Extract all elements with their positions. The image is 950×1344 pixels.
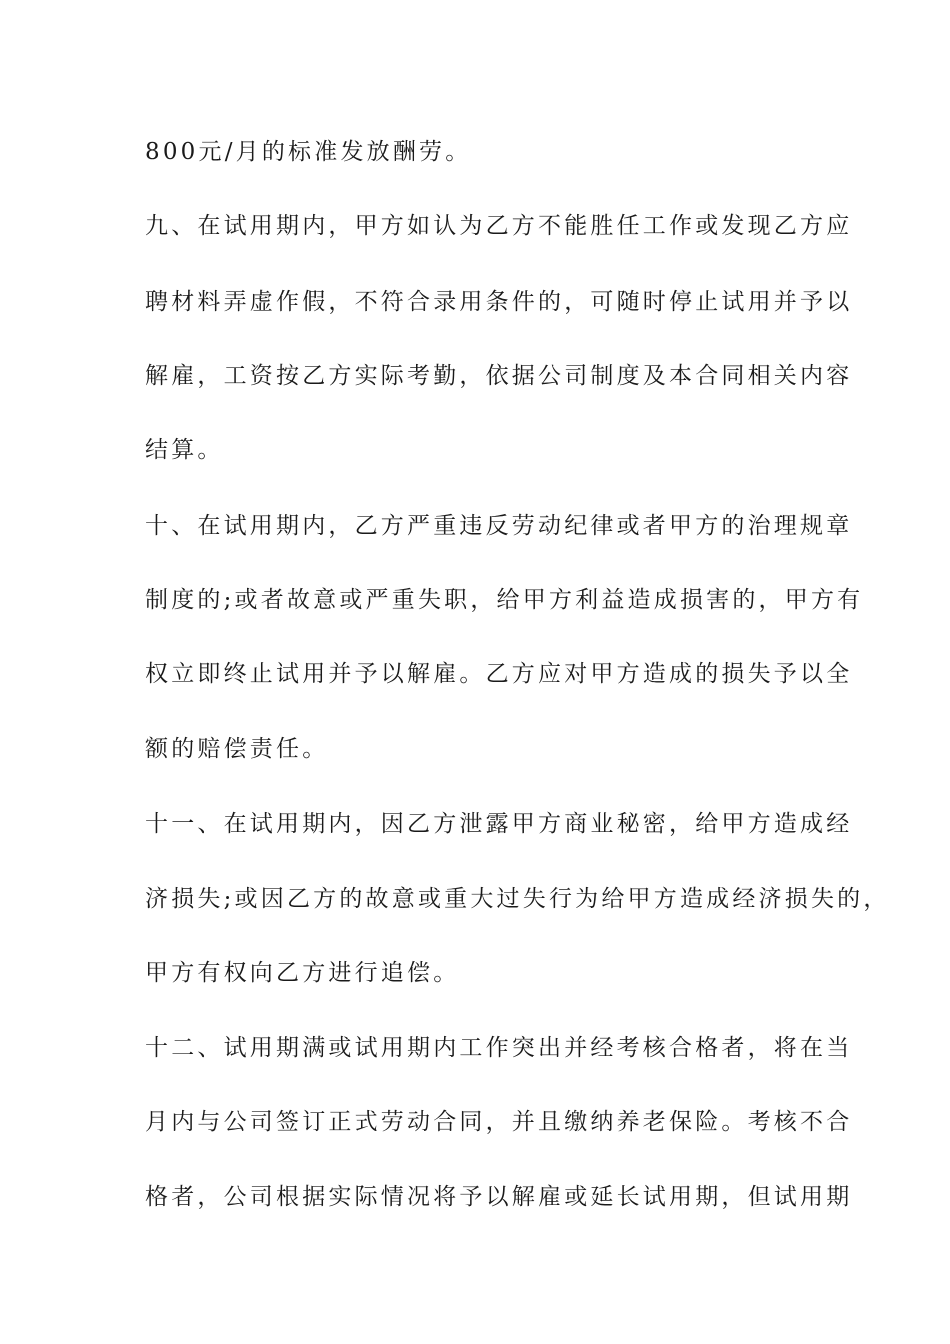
text-line: 十、在试用期内，乙方严重违反劳动纪律或者甲方的治理规章: [145, 513, 853, 539]
text-line: 800元/月的标准发放酬劳。: [145, 139, 472, 165]
text-line: 权立即终止试用并予以解雇。乙方应对甲方造成的损失予以全: [145, 661, 853, 687]
text-line: 月内与公司签订正式劳动合同，并且缴纳养老保险。考核不合: [145, 1109, 853, 1135]
text-line: 制度的;或者故意或严重失职，给甲方利益造成损害的，甲方有: [145, 587, 864, 613]
text-line: 济损失;或因乙方的故意或重大过失行为给甲方造成经济损失的，: [145, 886, 890, 912]
text-line: 格者，公司根据实际情况将予以解雇或延长试用期，但试用期: [145, 1184, 853, 1210]
text-line: 甲方有权向乙方进行追偿。: [145, 960, 460, 986]
text-line: 十一、在试用期内，因乙方泄露甲方商业秘密，给甲方造成经: [145, 811, 853, 837]
text-line: 十二、试用期满或试用期内工作突出并经考核合格者，将在当: [145, 1035, 853, 1061]
text-line: 结算。: [145, 437, 224, 463]
text-line: 聘材料弄虚作假，不符合录用条件的，可随时停止试用并予以: [145, 289, 853, 315]
text-line: 九、在试用期内，甲方如认为乙方不能胜任工作或发现乙方应: [145, 213, 853, 239]
text-line: 解雇，工资按乙方实际考勤，依据公司制度及本合同相关内容: [145, 363, 853, 389]
text-line: 额的赔偿责任。: [145, 736, 329, 762]
